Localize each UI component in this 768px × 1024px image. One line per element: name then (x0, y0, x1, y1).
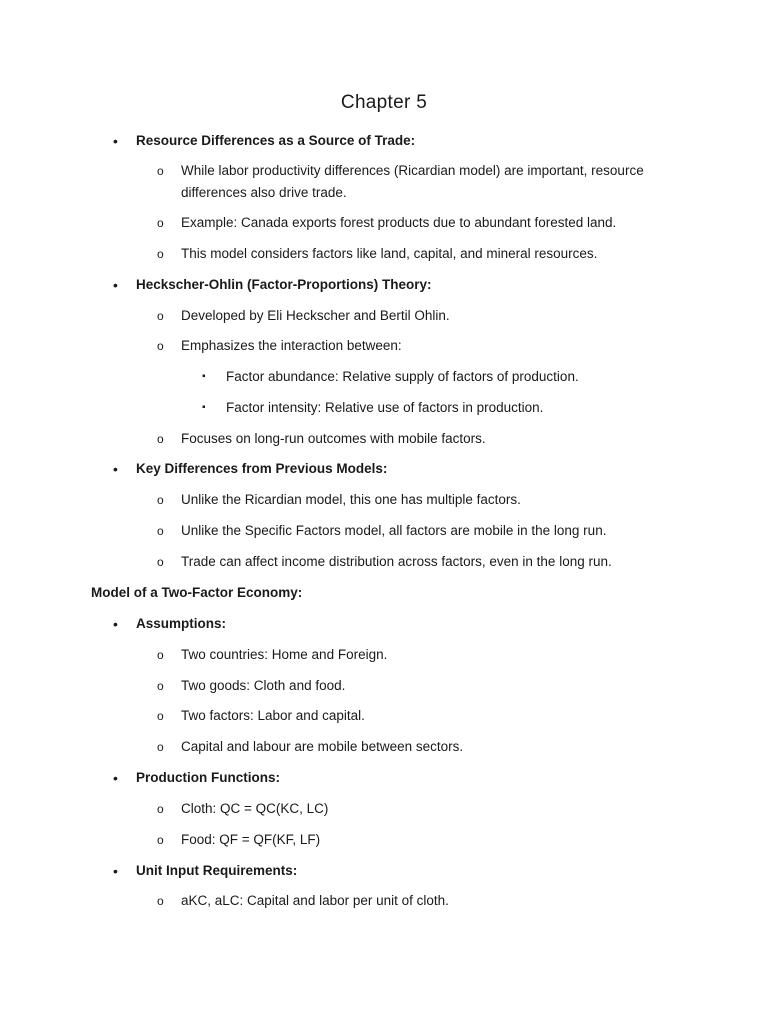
list-item: This model considers factors like land, capital, and mineral resources. (181, 246, 598, 261)
section-heading-production-functions: Production Functions: (136, 770, 280, 785)
bullet-marker: • (113, 277, 118, 293)
bullet-marker: • (113, 770, 118, 786)
list-item: Example: Canada exports forest products due to abundant forested land. (181, 215, 617, 230)
sub-bullet-marker: o (157, 164, 164, 178)
bullet-marker: • (113, 863, 118, 879)
list-item: Emphasizes the interaction between: (181, 338, 402, 353)
sub-bullet-marker: o (157, 339, 164, 353)
square-bullet-marker: ▪ (202, 371, 206, 382)
section-heading-resource: Resource Differences as a Source of Trade: (136, 133, 416, 148)
bullet-marker: • (113, 133, 118, 149)
sub-bullet-marker: o (157, 432, 164, 446)
bullet-marker: • (113, 616, 118, 632)
sub-bullet-marker: o (157, 493, 164, 507)
list-item: Focuses on long-run outcomes with mobile factors. (181, 431, 486, 446)
list-item: Factor intensity: Relative use of factors in production. (226, 400, 544, 415)
list-item: aKC, aLC: Capital and labor per unit of cloth. (181, 893, 449, 908)
section-heading-heckscher-ohlin: Heckscher-Ohlin (Factor-Proportions) Theory: (136, 277, 432, 292)
list-item: Unlike the Ricardian model, this one has multiple factors. (181, 492, 521, 507)
sub-bullet-marker: o (157, 247, 164, 261)
section-heading-unit-input: Unit Input Requirements: (136, 863, 298, 878)
list-item: Factor abundance: Relative supply of factors of production. (226, 369, 579, 384)
list-item: Two factors: Labor and capital. (181, 708, 365, 723)
square-bullet-marker: ▪ (202, 402, 206, 413)
list-item: Cloth: QC = QC(KC, LC) (181, 801, 329, 816)
sub-bullet-marker: o (157, 679, 164, 693)
list-item: Developed by Eli Heckscher and Bertil Ohlin. (181, 308, 450, 323)
sub-bullet-marker: o (157, 648, 164, 662)
section-heading-assumptions: Assumptions: (136, 616, 227, 631)
list-item: While labor productivity differences (Ricardian model) are important, resource (181, 163, 644, 178)
sub-bullet-marker: o (157, 216, 164, 230)
list-item-continuation: differences also drive trade. (181, 185, 347, 200)
sub-bullet-marker: o (157, 894, 164, 908)
list-item: Trade can affect income distribution across factors, even in the long run. (181, 554, 612, 569)
sub-bullet-marker: o (157, 524, 164, 538)
list-item: Two countries: Home and Foreign. (181, 647, 388, 662)
sub-bullet-marker: o (157, 555, 164, 569)
sub-bullet-marker: o (157, 709, 164, 723)
sub-bullet-marker: o (157, 740, 164, 754)
list-item: Two goods: Cloth and food. (181, 678, 346, 693)
page-title: Chapter 5 (340, 92, 428, 113)
list-item: Unlike the Specific Factors model, all factors are mobile in the long run. (181, 523, 607, 538)
section-heading-two-factor-model: Model of a Two-Factor Economy: (91, 585, 303, 600)
bullet-marker: • (113, 461, 118, 477)
sub-bullet-marker: o (157, 802, 164, 816)
list-item: Food: QF = QF(KF, LF) (181, 832, 321, 847)
sub-bullet-marker: o (157, 309, 164, 323)
sub-bullet-marker: o (157, 833, 164, 847)
section-heading-key-differences: Key Differences from Previous Models: (136, 461, 388, 476)
list-item: Capital and labour are mobile between sectors. (181, 739, 464, 754)
